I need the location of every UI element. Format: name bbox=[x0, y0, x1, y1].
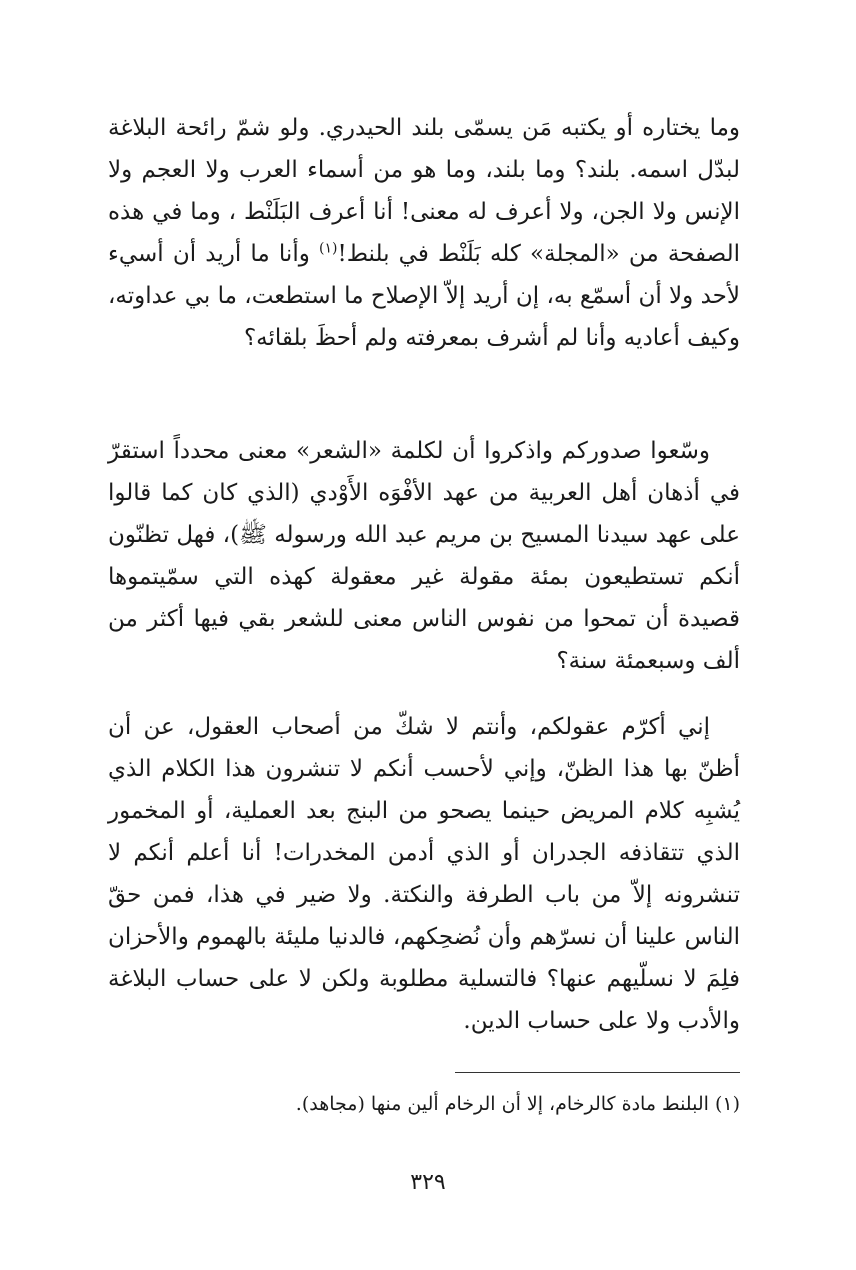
page-number: ٣٢٩ bbox=[410, 1170, 446, 1195]
footnote-divider bbox=[455, 1072, 740, 1073]
footnote-reference: (١) bbox=[319, 240, 338, 257]
paragraph-1-text-a: وما يختاره أو يكتبه مَن يسمّى بلند الحيدري. ولو شمّ رائحة البلاغة لبدّل اسمه. بلند؟ وما بلند، وما هو من أسماء العرب ولا العجم ولا الإنس ولا الجن، ولا أعرف له معنى! أنا أعرف البَلَنْط ، وما في هذه الصفحة من «المجلة» كله بَلَنْط في بلنط! bbox=[108, 115, 741, 267]
paragraph-1 bbox=[108, 107, 740, 359]
footnote: (١) البلنط مادة كالرخام، إلا أن الرخام ألين منها (مجاهد). bbox=[295, 1093, 740, 1115]
paragraph-3: إني أكرّم عقولكم، وأنتم لا شكّ من أصحاب العقول، عن أن أظنّ بها هذا الظنّ، وإني لأحسب أنكم لا تنشرون هذا الكلام الذي يُشبِه كلام المريض حينما يصحو من البنج بعد العملية، أو المخمور الذي تتقاذفه الجدران أو الذي أدمن المخدرات! أنا أعلم أنكم لا تنشرونه إلاّ من باب الطرفة والنكتة. ولا ضير في هذا، فمن حقّ الناس علينا أن نسرّهم وأن نُضحِكهم، فالدنيا مليئة بالهموم والأحزان فلِمَ لا نسلّيهم عنها؟ فالتسلية مطلوبة ولكن لا على حساب البلاغة والأدب ولا على حساب الدين. bbox=[108, 714, 740, 1034]
paragraph-1-text-b: وأنا ما أريد أن أسيء لأحد ولا أن أسمّع به، إن أريد إلاّ الإصلاح ما استطعت، ما بي عداوته، وكيف أعاديه وأنا لم أشرف بمعرفته ولم أحظَ بلقائه؟ bbox=[108, 241, 740, 351]
paragraph-2: وسّعوا صدوركم واذكروا أن لكلمة «الشعر» معنى محدداً استقرّ في أذهان أهل العربية من عهد الأفْوَه الأَوْدي (الذي كان كما قالوا على عهد سيدنا المسيح بن مريم عبد الله ورسوله ﷺ)، فهل تظنّون أنكم تستطيعون بمئة مقولة غير معقولة كهذه التي سمّيتموها قصيدة أن تمحوا من نفوس الناس معنى للشعر بقي فيها أكثر من ألف وسبعمئة سنة؟ bbox=[108, 438, 740, 674]
